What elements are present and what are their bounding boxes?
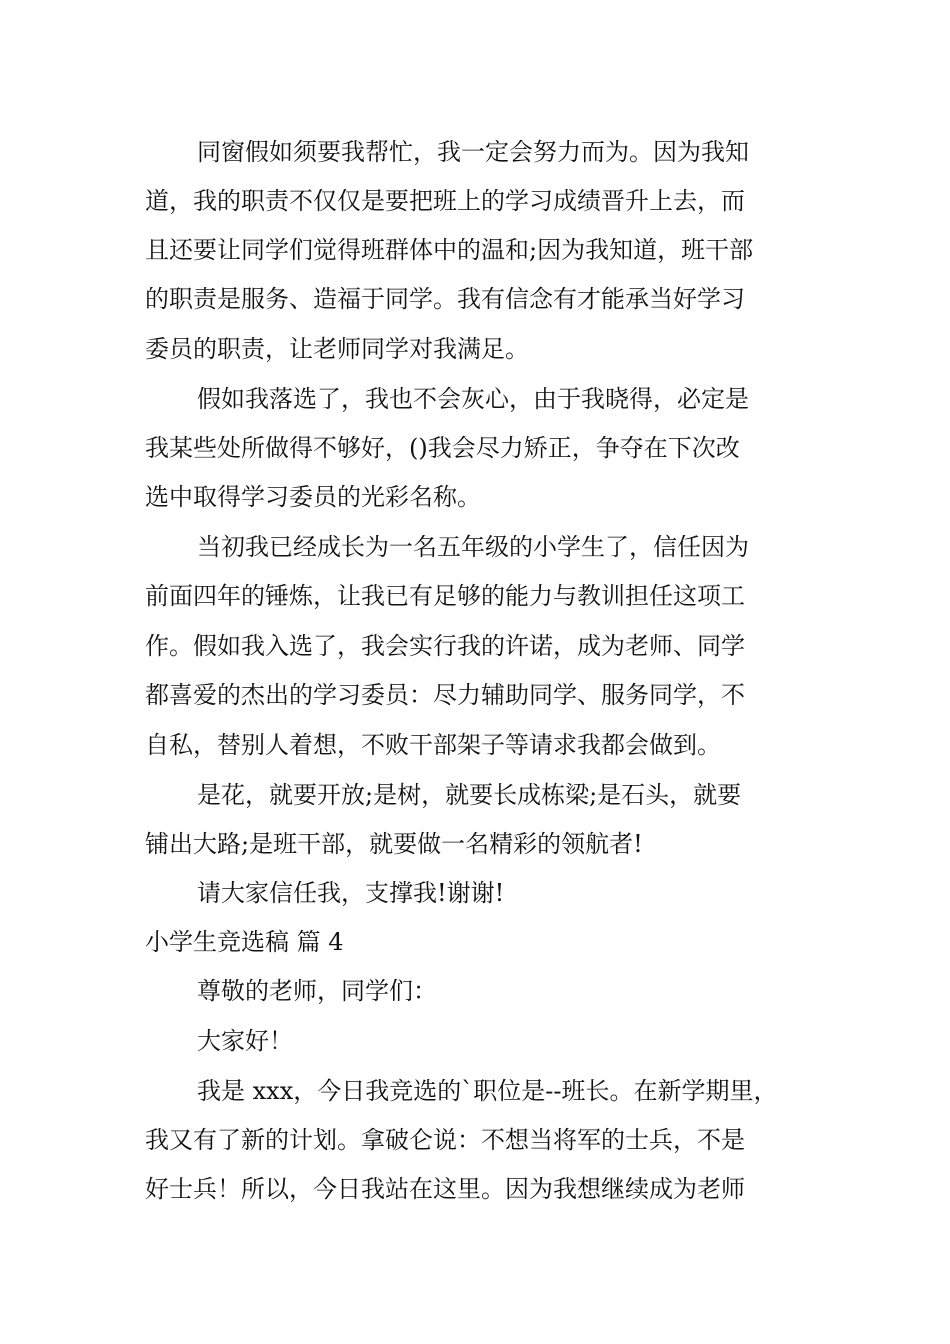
text-line: 大家好！ (197, 1027, 293, 1055)
text-line: 前面四年的锤炼，让我已有足够的能力与教训担任这项工 (145, 582, 745, 610)
text-line: 的职责是服务、造福于同学。我有信念有才能承当好学习 (145, 285, 745, 313)
text-line: 委员的职责，让老师同学对我满足。 (145, 335, 529, 363)
text-line: 自私，替别人着想，不败干部架子等请求我都会做到。 (145, 731, 721, 759)
text-line: 当初我已经成长为一名五年级的小学生了，信任因为 (197, 533, 749, 561)
text-line: 都喜爱的杰出的学习委员：尽力辅助同学、服务同学，不 (145, 681, 745, 709)
text-line: 我是 xxx，今日我竞选的`职位是--班长。在新学期里， (197, 1077, 778, 1105)
text-line: 好士兵！所以，今日我站在这里。因为我想继续成为老师 (145, 1175, 745, 1203)
text-line: 作。假如我入选了，我会实行我的许诺，成为老师、同学 (145, 632, 745, 660)
text-line: 道，我的职责不仅仅是要把班上的学习成绩晋升上去，而 (145, 187, 745, 215)
text-line: 假如我落选了，我也不会灰心，由于我晓得，必定是 (197, 385, 749, 413)
text-line: 铺出大路;是班干部，就要做一名精彩的领航者! (145, 830, 643, 858)
text-line: 选中取得学习委员的光彩名称。 (145, 483, 481, 511)
text-line: 同窗假如须要我帮忙，我一定会努力而为。因为我知 (197, 138, 749, 166)
text-line: 尊敬的老师，同学们： (197, 977, 437, 1005)
text-line: 请大家信任我，支撑我!谢谢! (197, 879, 505, 907)
text-line: 且还要让同学们觉得班群体中的温和;因为我知道，班干部 (145, 236, 754, 264)
section-heading: 小学生竞选稿 篇 4 (145, 928, 344, 956)
text-line: 是花，就要开放;是树，就要长成栋梁;是石头，就要 (197, 781, 742, 809)
text-line: 我某些处所做得不够好，()我会尽力矫正，争夺在下次改 (145, 434, 740, 462)
text-line: 我又有了新的计划。拿破仑说：不想当将军的士兵，不是 (145, 1126, 745, 1154)
